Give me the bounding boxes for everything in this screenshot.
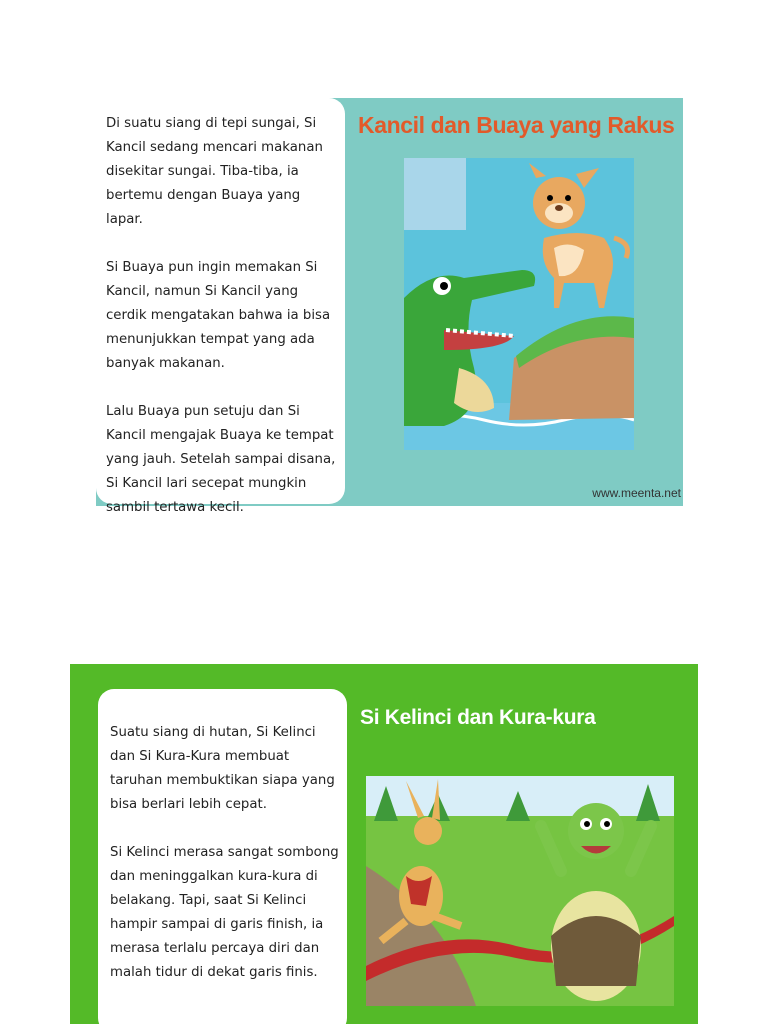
story-text-box: [98, 689, 347, 1034]
website-url: www.meenta.net: [592, 486, 681, 500]
story-paragraph: Di suatu siang di tepi sungai, Si Kancil sedang mencari makanan disekitar sungai. Tiba-tiba, ia bertemu dengan Buaya yang lapar.: [106, 116, 323, 227]
story-card-kancil: [96, 98, 683, 515]
story-paragraph: Si Buaya pun ingin memakan Si Kancil, namun Si Kancil yang cerdik mengatakan bahwa ia bisa menunjukkan tempat yang ada banyak makanan.: [106, 260, 331, 371]
rabbit-tortoise-illustration: [366, 776, 674, 1006]
story-paragraph: Si Kelinci merasa sangat sombong dan meninggalkan kura-kura di belakang. Tapi, saat Si Kelinci hampir sampai di garis finish, ia merasa terlalu percaya diri dan malah tidur di dekat garis finis.: [110, 845, 339, 980]
story-text-box: [96, 98, 345, 515]
kancil-crocodile-illustration: [404, 158, 634, 450]
story-card-kelinci: [70, 664, 698, 1024]
story-text: [106, 112, 338, 544]
story-paragraph: Lalu Buaya pun setuju dan Si Kancil mengajak Buaya ke tempat yang jauh. Setelah sampai disana, Si Kancil lari secepat mungkin sambil tertawa kecil.: [106, 404, 336, 515]
story-title: Si Kelinci dan Kura-kura: [360, 706, 596, 729]
story-title: Kancil dan Buaya yang Rakus: [358, 112, 675, 138]
story-paragraph: Suatu siang di hutan, Si Kelinci dan Si Kura-Kura membuat taruhan membuktikan siapa yang bisa berlari lebih cepat.: [110, 725, 335, 812]
light-patch: [404, 158, 466, 230]
story-text: [110, 721, 342, 1009]
